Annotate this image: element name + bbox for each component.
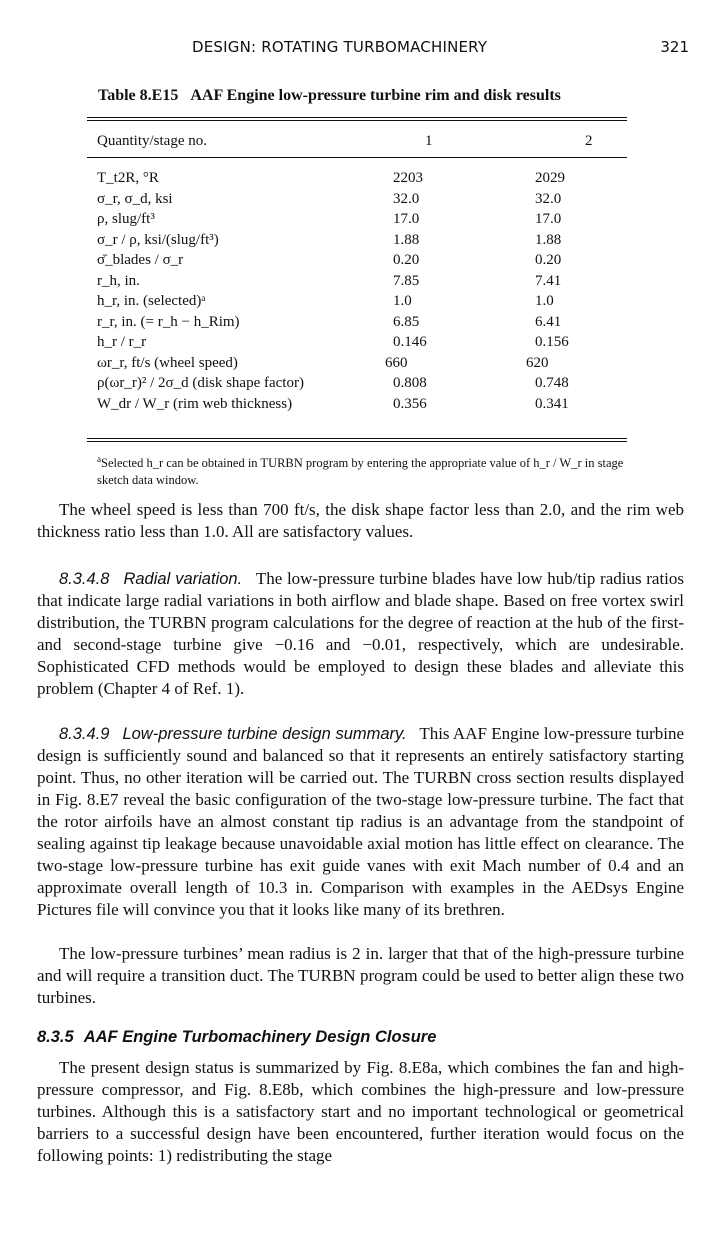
footnote-marker: a (97, 454, 101, 464)
table-cell-stage1: 2203 (393, 170, 423, 186)
table-cell-quantity: σ_r / ρ, ksi/(slug/ft³) (97, 231, 219, 248)
table-cell-quantity: W_dr / W_r (rim web thickness) (97, 395, 293, 412)
table-cell-stage1: 1.0 (393, 293, 412, 309)
table-cell-stage1: 0.20 (393, 252, 420, 268)
table-cell-stage2: 7.41 (535, 272, 562, 289)
paragraph: The present design status is summarized by Fig. 8.E8a, which combines the fan and high-pressure compressor, and Fig. 8.E8b, which combines the high-pressure and low-pressure turbines. Although this is a satisfactory start and no important technological or geometrical barriers to a successful design have been encountered, further iteration would focus on the following points: 1) redistributing the stage (37, 1058, 684, 1165)
table-body (97, 168, 627, 414)
table-cell-stage2: 0.748 (535, 375, 569, 391)
table-cell-quantity: T_t2R, °R (97, 170, 159, 186)
table-row (97, 312, 627, 333)
table-cell-stage2: 17.0 (535, 211, 562, 227)
table-cell-quantity: σ̄_blades / σ_r (97, 252, 184, 268)
table-cell-stage2: 0.20 (535, 252, 562, 268)
footnote-text: Selected h_r can be obtained in TURBN program by entering the appropriate value of h_r / W_r in stage sketch data window. (97, 456, 624, 488)
table-cell-stage1: 17.0 (393, 211, 420, 227)
table-top-rule-2 (87, 120, 627, 121)
table-footnote (97, 451, 627, 489)
table-row (97, 332, 627, 353)
section-8-3-4-8 (37, 568, 684, 700)
section-heading-8-3-5 (37, 1028, 436, 1047)
paragraph: The low-pressure turbine blades have low hub/tip radius ratios that indicate large radial variations in both airflow and blade shape. Based on free vortex swirl distribution, the TURBN program calculations for the degree of reaction at the hub of the first- and second-stage turbine give −0.16 and −0.01, respectively, which are undesirable. Sophisticated CFD methods would be employed to design these blades and alleviate this problem (Chapter 4 of Ref. 1). (37, 569, 685, 698)
table-caption (98, 87, 561, 105)
table-title: AAF Engine low-pressure turbine rim and disk results (190, 87, 561, 104)
table-number: Table 8.E15 (98, 87, 179, 104)
table-column-header: 2 (585, 133, 593, 149)
table-column-header: Quantity/stage no. (97, 133, 207, 149)
table-row (97, 209, 627, 230)
table-row (97, 230, 627, 251)
table-cell-stage1: 1.88 (393, 231, 420, 248)
table-row (97, 373, 627, 394)
table-row (97, 271, 627, 292)
section-number: 8.3.4.9 (59, 725, 110, 743)
table-row (97, 168, 627, 189)
table-cell-stage2: 1.88 (535, 231, 562, 248)
section-title: AAF Engine Turbomachinery Design Closure (83, 1028, 437, 1046)
section-8-3-4-9 (37, 723, 684, 921)
paragraph: The wheel speed is less than 700 ft/s, the disk shape factor less than 2.0, and the rim web thickness ratio less than 1.0. All are satisfactory values. (37, 500, 684, 541)
table-cell-stage1: 0.808 (393, 375, 427, 391)
table-cell-quantity: ρ(ωr_r)² / 2σ_d (disk shape factor) (97, 375, 304, 391)
table-cell-stage1: 6.85 (393, 313, 420, 330)
table-cell-stage2: 620 (526, 354, 549, 371)
table-cell-stage1: 7.85 (393, 272, 420, 289)
table-cell-stage2: 0.156 (535, 334, 569, 350)
table-cell-quantity: σ_r, σ_d, ksi (97, 190, 173, 207)
page-number: 321 (660, 38, 689, 56)
table-top-rule (87, 117, 627, 118)
table-cell-quantity: h_r / r_r (97, 334, 147, 350)
paragraph: This AAF Engine low-pressure turbine design is sufficiently sound and balanced so that it represents an entirely satisfactory starting point. Thus, no other iteration will be carried out. The TURBN cross section results displayed in Fig. 8.E7 reveal the basic configuration of the two-stage low-pressure turbine. The fact that the rotor airfoils have an almost constant tip radius is an advantage from the standpoint of sealing against tip leakage because unavoidable axial motion has little effect on clearance. The two-stage low-pressure turbine has exit guide vanes with exit Mach number of 0.4 and an approximate overall length of 10.3 in. Comparison with examples in the AEDsys Engine Pictures file will convince you that it looks like many of its brethren. (37, 724, 685, 919)
table-cell-stage1: 32.0 (393, 190, 420, 207)
section-title: Low-pressure turbine design summary. (122, 725, 407, 743)
table-header-row (97, 131, 627, 151)
table-cell-quantity: h_r, in. (selected)ᵃ (97, 293, 206, 309)
table-row (97, 291, 627, 312)
table-cell-quantity: r_r, in. (= r_h − h_Rim) (97, 313, 240, 330)
section-number: 8.3.4.8 (59, 570, 110, 588)
table-cell-stage2: 32.0 (535, 190, 562, 207)
table-cell-stage1: 660 (385, 354, 408, 371)
table-cell-stage2: 1.0 (535, 293, 554, 309)
table-cell-stage1: 0.356 (393, 395, 427, 412)
table-cell-quantity: r_h, in. (97, 272, 140, 289)
table-bottom-rule-2 (87, 441, 627, 442)
section-number: 8.3.5 (37, 1028, 74, 1046)
table-cell-stage2: 0.341 (535, 395, 569, 412)
table-row (97, 353, 627, 374)
table-cell-stage2: 2029 (535, 170, 565, 186)
section-title: Radial variation. (123, 570, 243, 588)
table-column-header: 1 (425, 133, 433, 149)
paragraph: The low-pressure turbines’ mean radius is 2 in. larger that that of the high-pressure turbine and will require a transition duct. The TURBN program could be used to better align these two turbines. (37, 944, 684, 1007)
table-header-rule (87, 157, 627, 158)
table-row (97, 394, 627, 415)
running-head: DESIGN: ROTATING TURBOMACHINERY (192, 38, 488, 56)
table-bottom-rule (87, 438, 627, 439)
table-cell-stage2: 6.41 (535, 313, 562, 330)
table-row (97, 189, 627, 210)
table-cell-quantity: ωr_r, ft/s (wheel speed) (97, 354, 238, 371)
table-cell-stage1: 0.146 (393, 334, 427, 350)
table-row (97, 250, 627, 271)
table-cell-quantity: ρ, slug/ft³ (97, 211, 155, 227)
